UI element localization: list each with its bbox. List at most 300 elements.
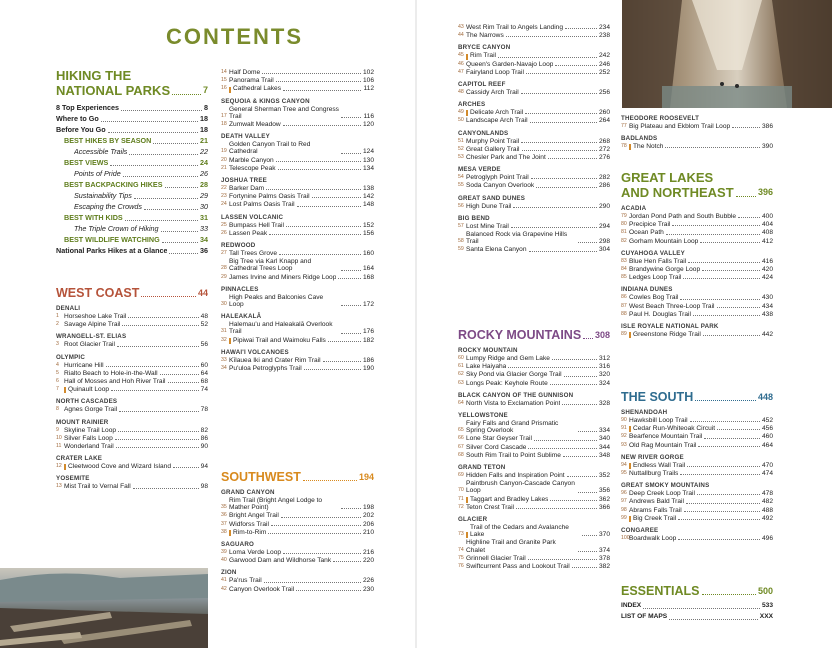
leader-dots xyxy=(528,559,597,560)
leader-dots xyxy=(283,553,361,554)
page-number: 256 xyxy=(598,89,610,97)
leader-dots xyxy=(521,142,597,143)
toc-entry[interactable] xyxy=(458,138,610,145)
toc-entry[interactable] xyxy=(221,121,374,128)
trail-number: 28 xyxy=(221,265,227,272)
page-number: 286 xyxy=(598,182,610,190)
leader-dots xyxy=(666,234,760,235)
page-number: 206 xyxy=(362,520,374,528)
entry-label: Accessible Trails xyxy=(74,147,128,156)
toc-entry[interactable] xyxy=(458,223,610,230)
page-number: 386 xyxy=(761,123,773,130)
toc-entry[interactable] xyxy=(221,337,374,344)
section-heading-essentials[interactable]: ESSENTIALS 500 xyxy=(621,584,773,598)
leader-dots xyxy=(160,374,199,375)
toc-entry[interactable] xyxy=(221,357,374,364)
page-number: 124 xyxy=(362,148,374,156)
toc-entry[interactable] xyxy=(221,106,374,120)
toc-entry[interactable] xyxy=(221,201,374,208)
trail-number: 43 xyxy=(458,24,464,30)
region-heading: CONGAREE xyxy=(621,527,659,535)
toc-entry[interactable] xyxy=(56,341,208,348)
rocky-mountains-section xyxy=(458,328,610,571)
leader-dots xyxy=(122,325,198,326)
trail-name: Santa Elena Canyon xyxy=(466,246,527,254)
page-number: 316 xyxy=(598,363,610,371)
trail-number: 22 xyxy=(221,185,227,192)
toc-entry[interactable] xyxy=(458,496,610,503)
page-number: 390 xyxy=(761,143,773,151)
toc-entry[interactable] xyxy=(458,539,610,553)
trail-name: Mist Trail to Vernal Fall xyxy=(64,483,131,491)
trail-number: 80 xyxy=(621,221,627,228)
entry-label: 8 Top Experiences xyxy=(56,103,119,112)
trail-number: 69 xyxy=(458,472,464,479)
leader-dots xyxy=(508,367,597,368)
toc-entry[interactable] xyxy=(221,258,374,272)
region-heading: CANYONLANDS xyxy=(458,129,509,137)
toc-entry[interactable] xyxy=(458,420,610,434)
trail-number: 1 xyxy=(56,313,59,319)
trail-name: Big Plateau and Ekblom Trail Loop xyxy=(629,123,731,130)
toc-entry[interactable] xyxy=(56,443,208,450)
toc-entry[interactable] xyxy=(458,246,610,253)
trail-name: Boardwalk Loop xyxy=(629,535,677,543)
toc-entry[interactable] xyxy=(621,213,773,220)
entry-label: INDEX xyxy=(621,602,642,609)
page-number: 478 xyxy=(761,490,773,498)
trail-number: 88 xyxy=(621,310,627,317)
leader-dots xyxy=(283,90,361,91)
page-number: 356 xyxy=(598,487,610,495)
toc-entry[interactable] xyxy=(221,512,374,519)
toc-entry[interactable] xyxy=(221,274,374,281)
toc-entry[interactable] xyxy=(221,141,374,155)
intro-list xyxy=(56,102,208,256)
toc-entry[interactable] xyxy=(621,490,773,497)
toc-entry[interactable] xyxy=(458,380,610,387)
trail-number: 16 xyxy=(221,85,227,92)
region-heading: GLACIER xyxy=(458,516,488,524)
leader-dots xyxy=(530,122,597,123)
toc-entry[interactable] xyxy=(56,435,208,442)
page-number: 294 xyxy=(598,222,610,230)
page-number: 340 xyxy=(598,435,610,443)
toc-entry[interactable] xyxy=(458,555,610,562)
leader-dots xyxy=(169,253,198,254)
toc-entry[interactable] xyxy=(56,223,208,234)
trail-number: 71 xyxy=(458,495,464,502)
toc-entry[interactable] xyxy=(56,234,208,245)
trail-name: Ledges Loop Trail xyxy=(629,274,682,282)
trail-number: 10 xyxy=(56,434,62,441)
leader-dots xyxy=(550,384,597,385)
toc-entry[interactable] xyxy=(221,557,374,564)
trail-name: Pu'uloa Petroglyphs Trail xyxy=(229,365,302,373)
section-heading-great-lakes[interactable]: GREAT LAKES AND NORTHEAST 396 xyxy=(621,170,773,200)
trail-name: Agnes Gorge Trail xyxy=(64,406,118,414)
leader-dots xyxy=(516,508,597,509)
page-number: 210 xyxy=(362,528,374,536)
trail-number: 40 xyxy=(221,557,227,564)
trail-number: 4 xyxy=(56,361,59,368)
toc-entry[interactable] xyxy=(621,433,773,440)
page-number: 130 xyxy=(362,156,374,164)
toc-entry[interactable] xyxy=(56,179,208,190)
page-number: 60 xyxy=(200,361,208,369)
featured-marker xyxy=(629,144,631,150)
toc-entry[interactable] xyxy=(56,245,208,256)
toc-entry[interactable] xyxy=(458,61,610,68)
trail-name: Landscape Arch Trail xyxy=(466,117,528,125)
featured-marker xyxy=(64,387,66,393)
leader-dots xyxy=(498,57,597,58)
toc-entry[interactable] xyxy=(621,470,773,477)
trail-name: Telescope Peak xyxy=(229,164,276,172)
toc-entry[interactable] xyxy=(458,371,610,378)
trail-name: Barker Dam xyxy=(229,185,265,193)
page-number: 282 xyxy=(598,174,610,182)
toc-entry[interactable] xyxy=(621,535,773,542)
trail-number: 5 xyxy=(56,369,59,376)
toc-entry[interactable] xyxy=(621,331,773,338)
entry-label: Where to Go xyxy=(56,114,99,123)
toc-entry[interactable] xyxy=(221,529,374,536)
trail-number: 55 xyxy=(458,182,464,189)
trail-number: 3 xyxy=(56,341,59,348)
region-heading: THEODORE ROOSEVELT xyxy=(621,115,700,122)
region-heading: SEQUOIA & KINGS CANYON xyxy=(221,97,310,105)
leader-dots xyxy=(278,169,361,170)
toc-entry[interactable] xyxy=(56,135,208,146)
toc-entry[interactable] xyxy=(56,157,208,168)
toc-entry[interactable] xyxy=(621,507,773,514)
leader-dots xyxy=(555,65,597,66)
leader-dots xyxy=(511,227,597,228)
page-number: 352 xyxy=(598,472,610,480)
page-number: 28 xyxy=(200,180,208,189)
trail-name: Taggart and Bradley Lakes xyxy=(470,495,549,503)
trail-name: Lost Palms Oasis Trail xyxy=(229,201,295,209)
leader-dots xyxy=(283,125,361,126)
trail-name: Paintbrush Canyon-Cascade Canyon Loop xyxy=(466,480,575,495)
page-number: 366 xyxy=(598,503,610,511)
toc-entry[interactable] xyxy=(56,370,208,377)
toc-entry[interactable] xyxy=(56,406,208,413)
toc-entry[interactable] xyxy=(56,168,208,179)
page-number: 112 xyxy=(363,85,374,93)
toc-entry[interactable] xyxy=(221,321,374,335)
toc-entry[interactable] xyxy=(621,294,773,301)
trail-name: Silver Falls Loop xyxy=(64,434,113,442)
entry-label: Escaping the Crowds xyxy=(74,202,142,211)
leader-dots xyxy=(144,209,198,210)
toc-entry[interactable] xyxy=(56,483,208,490)
toc-entry[interactable] xyxy=(621,425,773,432)
page-number: 298 xyxy=(598,238,610,246)
leader-dots xyxy=(672,225,760,226)
region-heading: CAPITOL REEF xyxy=(458,81,506,89)
leader-dots xyxy=(168,382,199,383)
leader-dots xyxy=(717,307,760,308)
section-heading-rocky-mountains[interactable]: ROCKY MOUNTAINS 308 xyxy=(458,328,610,342)
toc-entry[interactable] xyxy=(621,515,773,522)
toc-entry[interactable] xyxy=(56,321,208,328)
leader-dots xyxy=(297,206,361,207)
toc-entry[interactable] xyxy=(221,250,374,257)
toc-entry[interactable] xyxy=(621,238,773,245)
toc-entry[interactable] xyxy=(621,600,773,611)
toc-entry[interactable] xyxy=(458,435,610,442)
toc-entry[interactable] xyxy=(458,109,610,116)
toc-entry[interactable] xyxy=(458,400,610,407)
toc-entry[interactable] xyxy=(56,463,208,470)
region-heading: BRYCE CANYON xyxy=(458,44,511,52)
leader-dots xyxy=(161,231,198,232)
toc-entry[interactable] xyxy=(56,212,208,223)
page-number: 492 xyxy=(761,514,773,522)
toc-entry[interactable] xyxy=(458,563,610,570)
leader-dots xyxy=(534,440,597,441)
page-number: 252 xyxy=(598,68,610,76)
trail-number: 63 xyxy=(458,379,464,386)
toc-entry[interactable] xyxy=(621,274,773,281)
trail-number: 7 xyxy=(56,386,59,393)
toc-entry[interactable] xyxy=(458,182,610,189)
toc-entry[interactable] xyxy=(621,611,773,622)
trail-name: Chesler Park and The Joint xyxy=(466,154,546,162)
page-number: 198 xyxy=(362,504,374,512)
toc-entry[interactable] xyxy=(458,89,610,96)
page-number: 328 xyxy=(598,399,610,407)
toc-entry[interactable] xyxy=(56,146,208,157)
toc-entry[interactable] xyxy=(221,193,374,200)
toc-entry[interactable] xyxy=(458,472,610,479)
toc-entry[interactable] xyxy=(458,203,610,210)
leader-dots xyxy=(271,525,361,526)
toc-entry[interactable] xyxy=(56,113,208,124)
leader-dots xyxy=(582,535,597,536)
toc-entry[interactable] xyxy=(56,102,208,113)
leader-dots xyxy=(665,147,760,148)
toc-entry[interactable] xyxy=(56,378,208,385)
toc-entry[interactable] xyxy=(458,504,610,511)
trail-name: The Notch xyxy=(633,143,664,151)
region-heading: NEW RIVER GORGE xyxy=(621,453,684,461)
toc-entry[interactable] xyxy=(221,157,374,164)
page-number: 172 xyxy=(362,301,374,309)
toc-entry[interactable] xyxy=(621,303,773,310)
toc-entry[interactable] xyxy=(221,294,374,308)
toc-entry[interactable] xyxy=(458,24,610,31)
toc-entry[interactable] xyxy=(56,427,208,434)
toc-entry[interactable] xyxy=(56,190,208,201)
toc-entry[interactable] xyxy=(621,266,773,273)
toc-entry[interactable] xyxy=(458,452,610,459)
page-number: 160 xyxy=(362,250,374,258)
page-number: 460 xyxy=(761,433,773,441)
leader-dots xyxy=(116,447,199,448)
toc-entry[interactable] xyxy=(621,258,773,265)
toc-entry[interactable] xyxy=(56,362,208,369)
leader-dots xyxy=(118,431,199,432)
trail-name: Golden Canyon Trail to Red Cathedral xyxy=(229,141,311,156)
page-number: 48 xyxy=(200,313,208,320)
trail-name: Endless Wall Trail xyxy=(633,461,686,469)
toc-entry[interactable] xyxy=(221,577,374,584)
trail-number: 36 xyxy=(221,512,227,519)
toc-entry[interactable] xyxy=(458,363,610,370)
toc-entry[interactable] xyxy=(221,230,374,237)
leader-dots xyxy=(703,335,760,336)
region-heading: ROCKY MOUNTAIN xyxy=(458,347,518,354)
trail-number: 89 xyxy=(621,331,627,338)
toc-entry[interactable] xyxy=(56,313,208,320)
leader-dots xyxy=(578,492,597,493)
leader-dots xyxy=(702,270,760,271)
trail-number: 62 xyxy=(458,371,464,378)
leader-dots xyxy=(117,346,199,347)
toc-entry[interactable] xyxy=(56,124,208,135)
leader-dots xyxy=(323,361,361,362)
trail-number: 37 xyxy=(221,520,227,527)
trail-name: Silver Cord Cascade xyxy=(466,443,527,451)
toc-entry[interactable] xyxy=(458,355,610,362)
leader-dots xyxy=(697,494,760,495)
page-number: 74 xyxy=(200,386,208,394)
toc-entry[interactable] xyxy=(221,586,374,593)
south-section xyxy=(621,390,773,543)
section-heading-hiking[interactable]: HIKING THE NATIONAL PARKS 7 xyxy=(56,68,208,98)
featured-marker xyxy=(229,338,231,344)
leader-dots xyxy=(276,81,361,82)
trail-number: 60 xyxy=(458,355,464,361)
page-number: XXX xyxy=(759,613,773,620)
page-number: 404 xyxy=(761,221,773,229)
leader-dots xyxy=(536,187,597,188)
trail-name: Abrams Falls Trail xyxy=(629,506,682,514)
trail-name: Halemau'u and Haleakalā Overlook Trail xyxy=(229,321,333,336)
trail-name: West Rim Trail to Angels Landing xyxy=(466,24,563,31)
toc-entry[interactable] xyxy=(458,32,610,39)
toc-entry[interactable] xyxy=(221,521,374,528)
region-heading: DEATH VALLEY xyxy=(221,133,270,141)
trail-name: Blue Hen Falls Trail xyxy=(629,257,687,265)
toc-entry[interactable] xyxy=(458,154,610,161)
section-heading-the-south[interactable]: THE SOUTH 448 xyxy=(621,390,773,404)
leader-dots xyxy=(563,456,597,457)
page-number: 362 xyxy=(598,495,610,503)
toc-entry[interactable] xyxy=(221,185,374,192)
featured-marker xyxy=(466,532,468,538)
trail-number: 51 xyxy=(458,137,464,144)
toc-entry[interactable] xyxy=(458,444,610,451)
page-number: 334 xyxy=(598,427,610,435)
page-number: 102 xyxy=(362,69,374,76)
trail-name: Bearfence Mountain Trail xyxy=(629,433,703,441)
toc-entry[interactable] xyxy=(621,221,773,228)
entry-label: Points of Pride xyxy=(74,169,121,178)
toc-entry[interactable] xyxy=(458,117,610,124)
toc-entry[interactable] xyxy=(458,480,610,494)
toc-entry[interactable] xyxy=(221,497,374,511)
featured-marker xyxy=(229,87,231,93)
leader-dots xyxy=(693,315,760,316)
page-number: 272 xyxy=(598,145,610,153)
trail-name: Rialto Beach to Hole-in-the-Wall xyxy=(64,369,158,377)
region-heading: GREAT SAND DUNES xyxy=(458,194,526,202)
leader-dots xyxy=(684,511,760,512)
toc-entry[interactable] xyxy=(621,311,773,318)
toc-entry[interactable] xyxy=(458,174,610,181)
trail-name: Sky Pond via Glacier Gorge Trail xyxy=(466,371,562,379)
toc-entry[interactable] xyxy=(221,165,374,172)
toc-entry[interactable] xyxy=(621,143,773,150)
toc-entry[interactable] xyxy=(621,229,773,236)
entry-label: The Triple Crown of Hiking xyxy=(74,224,159,233)
leader-dots xyxy=(134,198,198,199)
toc-entry[interactable] xyxy=(621,123,773,130)
toc-entry[interactable] xyxy=(621,498,773,505)
trail-number: 44 xyxy=(458,32,464,39)
toc-entry[interactable] xyxy=(221,69,374,76)
toc-entry[interactable] xyxy=(221,85,374,92)
page-number: 260 xyxy=(598,109,610,117)
toc-entry[interactable] xyxy=(56,386,208,393)
trail-name: Canyon Overlook Trail xyxy=(229,585,295,593)
page-number: 246 xyxy=(598,60,610,68)
region-heading: JOSHUA TREE xyxy=(221,177,267,185)
toc-entry[interactable] xyxy=(221,549,374,556)
trail-number: 21 xyxy=(221,164,227,171)
trail-number: 65 xyxy=(458,427,464,434)
section-heading-west-coast[interactable]: WEST COAST 44 xyxy=(56,286,208,300)
toc-entry[interactable] xyxy=(621,442,773,449)
toc-entry[interactable] xyxy=(221,77,374,84)
toc-entry[interactable] xyxy=(56,201,208,212)
trail-name: High Dune Trail xyxy=(466,202,512,210)
region-heading: WRANGELL-ST. ELIAS xyxy=(56,333,127,341)
leader-dots xyxy=(121,110,202,111)
great-lakes-section xyxy=(621,170,773,339)
toc-entry[interactable] xyxy=(221,365,374,372)
trail-number: 92 xyxy=(621,433,627,440)
trail-name: Highline Trail and Granite Park Chalet xyxy=(466,539,556,554)
section-heading-southwest[interactable]: SOUTHWEST 194 xyxy=(221,470,374,484)
toc-entry[interactable] xyxy=(458,524,610,538)
trail-name: Swiftcurrent Pass and Lookout Trail xyxy=(466,563,570,571)
toc-entry[interactable] xyxy=(458,52,610,59)
toc-entry[interactable] xyxy=(621,462,773,469)
toc-entry[interactable] xyxy=(621,417,773,424)
leader-dots xyxy=(548,158,597,159)
trail-number: 70 xyxy=(458,487,464,494)
toc-entry[interactable] xyxy=(458,231,610,245)
trail-name: Cathedral Lakes xyxy=(233,85,282,93)
toc-entry[interactable] xyxy=(458,146,610,153)
page-number: 533 xyxy=(761,602,773,609)
leader-dots xyxy=(513,207,597,208)
toc-entry[interactable] xyxy=(458,69,610,76)
toc-entry[interactable] xyxy=(221,222,374,229)
trail-number: 74 xyxy=(458,546,464,553)
trail-number: 90 xyxy=(621,417,627,423)
trail-number: 77 xyxy=(621,123,627,129)
region-heading: ZION xyxy=(221,569,237,577)
page-number: 220 xyxy=(362,557,374,565)
leader-dots xyxy=(678,519,760,520)
leader-dots xyxy=(338,278,361,279)
